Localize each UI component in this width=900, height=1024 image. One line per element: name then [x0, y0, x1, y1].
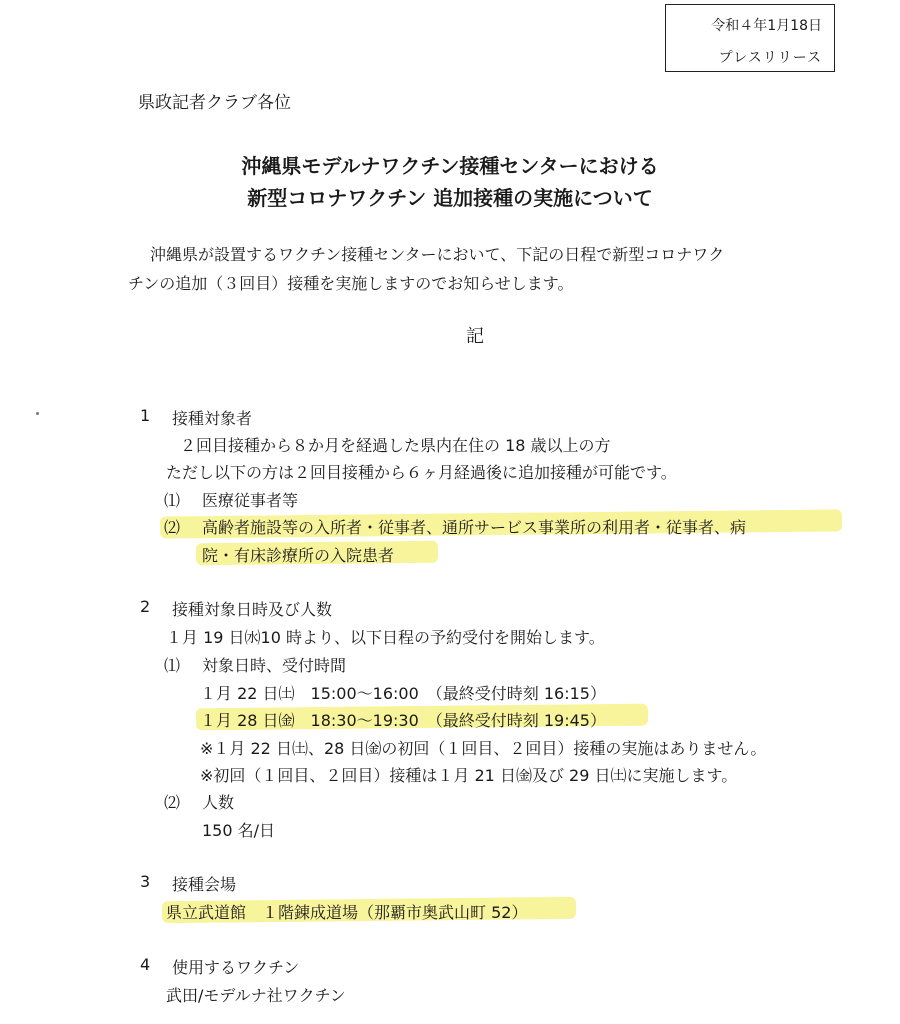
section-2-number: 2 — [140, 597, 151, 616]
section-1-line-1: ２回目接種から８か月を経過した県内在住の 18 歳以上の方 — [180, 436, 611, 455]
daily-capacity: 150 名/日 — [202, 821, 276, 840]
schedule-slot-2: １月 28 日㈮ 18:30～19:30 （最終受付時刻 19:45） — [200, 711, 606, 730]
section-1-item-1-number: ⑴ — [164, 491, 181, 510]
section-4-number: 4 — [140, 955, 151, 974]
section-2-heading: 接種対象日時及び人数 — [172, 600, 333, 619]
schedule-note-2: ※初回（１回目、２回目）接種は１月 21 日㈮及び 29 日㈯に実施します。 — [200, 766, 738, 785]
title-line-1: 沖縄県モデルナワクチン接種センターにおける — [241, 154, 659, 178]
section-2-item-1-number: ⑴ — [164, 656, 181, 675]
schedule-slot-1: １月 22 日㈯ 15:00～16:00 （最終受付時刻 16:15） — [200, 684, 606, 703]
section-1-item-2-line-1: 高齢者施設等の入所者・従事者、通所サービス事業所の利用者・従事者、病 — [202, 518, 747, 537]
release-date: 令和４年1月18日 — [711, 18, 822, 34]
press-release-label: プレスリリース — [718, 50, 822, 66]
section-2-item-1: 対象日時、受付時間 — [202, 656, 347, 675]
venue: 県立武道館 １階錬成道場（那覇市奥武山町 52） — [166, 903, 528, 922]
section-1-number: 1 — [140, 406, 151, 425]
section-2-line-1: １月 19 日㈬10 時より、以下日程の予約受付を開始します。 — [166, 628, 605, 647]
section-1-item-1: 医療従事者等 — [202, 491, 299, 510]
section-3-heading: 接種会場 — [172, 875, 237, 894]
ki-heading: 記 — [466, 326, 484, 347]
vaccine-name: 武田/モデルナ社ワクチン — [166, 986, 346, 1005]
section-3-number: 3 — [140, 872, 151, 891]
section-2-item-2-number: ⑵ — [164, 793, 181, 812]
addressee: 県政記者クラブ各位 — [138, 93, 291, 113]
intro-line-2: チンの追加（３回目）接種を実施しますのでお知らせします。 — [128, 274, 574, 293]
section-1-heading: 接種対象者 — [172, 409, 253, 428]
section-1-item-2-number: ⑵ — [164, 518, 181, 537]
section-1-line-2: ただし以下の方は２回目接種から６ヶ月経過後に追加接種が可能です。 — [166, 463, 677, 482]
section-4-heading: 使用するワクチン — [172, 958, 300, 977]
intro-line-1: 沖縄県が設置するワクチン接種センターにおいて、下記の日程で新型コロナワク — [150, 245, 725, 264]
scan-speck — [36, 412, 39, 415]
section-2-item-2: 人数 — [202, 793, 235, 812]
press-release-box — [665, 4, 835, 72]
schedule-note-1: ※１月 22 日㈯、28 日㈮の初回（１回目、２回目）接種の実施はありません。 — [200, 739, 767, 758]
title-line-2: 新型コロナワクチン 追加接種の実施について — [247, 186, 653, 210]
section-1-item-2-line-2: 院・有床診療所の入院患者 — [202, 546, 395, 565]
